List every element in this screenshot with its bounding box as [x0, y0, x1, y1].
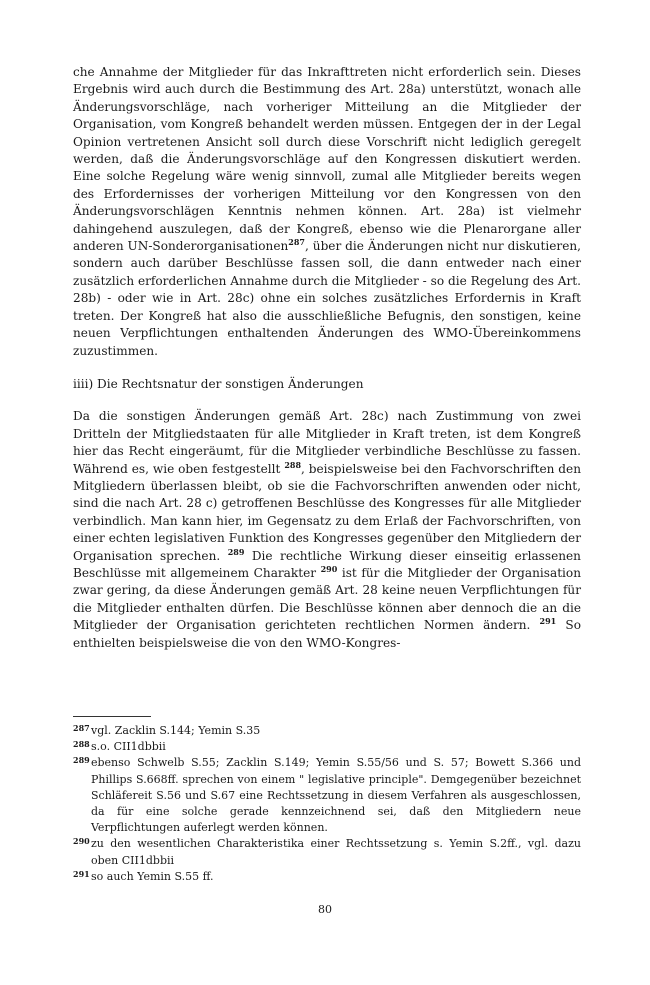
paragraph-1-text-a: che Annahme der Mitglieder für das Inkrafttreten nicht erforderlich sein. Dieses Ergebnis wird auch durch die Bestimmung des Art. 28a) unterstützt, wonach alle Änderungsvorschläge, nach vorheriger Mitteilung an die Mitglieder der Organisation, vom Kongreß behandelt werden müssen. Entgegen der in der Legal Opinion vertretenen Ansicht soll durch diese Vorschrift nicht lediglich geregelt werden, daß die Änderungsvorschläge auf den Kongressen diskutiert werden. Eine solche Regelung wäre wenig sinnvoll, zumal alle Mitglieder bereits wegen des Erfordernisses der vorherigen Mitteilung vor den Kongressen von den Änderungsvorschlägen Kenntnis nehmen können. Art. 28a) ist vielmehr dahingehend auszulegen, daß der Kongreß, ebenso wie die Plenarorgane aller anderen UN-Sonderorganisationen	[73, 65, 581, 254]
footnote-text: s.o. CII1dbbii	[91, 740, 166, 754]
footnote-287	[73, 723, 581, 739]
footnote-ref-288: 288	[284, 459, 302, 470]
footnote-288	[73, 739, 581, 755]
footnote-ref-287: 287	[288, 237, 305, 248]
paragraph-2-text-d: ist für die Mitglieder der Organisation zwar gering, da diese Änderungen gemäß Art. 28 keine neuen Verpflichtungen für die Mitglieder enthalten dürfen. Die Beschlüsse können aber dennoch die an die Mitglieder der Organisation gerichteten rechtlichen Normen ändern.	[73, 565, 581, 633]
paragraph-2	[73, 408, 581, 652]
footnote-289	[73, 755, 581, 836]
paragraph-1	[73, 64, 581, 360]
footnote-number: 289	[73, 755, 90, 766]
footnote-number: 290	[73, 836, 90, 847]
body-text	[73, 64, 581, 652]
footnote-ref-291: 291	[539, 616, 557, 627]
section-heading: iiii) Die Rechtsnatur der sonstigen Änderungen	[73, 376, 364, 391]
footnote-number: 291	[73, 868, 90, 879]
footnote-ref-289: 289	[227, 546, 245, 557]
page-number: 80	[318, 903, 332, 916]
footnote-290	[73, 836, 581, 868]
footnote-text: zu den wesentlichen Charakteristika einer Rechtssetzung s. Yemin S.2ff., vgl. dazu oben CII1dbbii	[91, 837, 581, 867]
footnote-number: 287	[73, 723, 90, 733]
footnote-text: so auch Yemin S.55 ff.	[91, 869, 214, 883]
footnote-number: 288	[73, 739, 90, 750]
footnote-text: vgl. Zacklin S.144; Yemin S.35	[91, 724, 261, 737]
footnote-divider	[73, 716, 151, 717]
paragraph-2-text-e: So enthielten beispielsweise die von den WMO-Kongres-	[73, 618, 581, 650]
footnote-ref-290: 290	[320, 563, 338, 574]
paragraph-2-text-a: Da die sonstigen Änderungen gemäß Art. 28c) nach Zustimmung von zwei Dritteln der Mitgliedstaaten für alle Mitglieder in Kraft treten, ist dem Kongreß hier das Recht eingeräumt, für die Mitglieder verbindliche Beschlüsse zu fassen. Während es, wie oben festgestellt	[73, 409, 581, 476]
footnotes	[73, 723, 581, 885]
paragraph-1-text-b: , über die Änderungen nicht nur diskutieren, sondern auch darüber Beschlüsse fassen soll, die dann entweder nach einer zusätzlich erforderlichen Annahme durch die Mitglieder - so die Regelung des Art. 28b) - oder wie in Art. 28c) ohne ein solches zusätzliches Erfordernis in Kraft treten. Der Kongreß hat also die ausschließliche Befugnis, den sonstigen, keine neuen Verpflichtungen enthaltenden Änderungen des WMO-Übereinkommens zuzustimmen.	[73, 239, 581, 358]
footnote-text: ebenso Schwelb S.55; Zacklin S.149; Yemin S.55/56 und S. 57; Bowett S.366 und Phillips S.668ff. sprechen von einem " legislative principle". Demgegenüber bezeichnet Schläfereit S.56 und S.67 eine Rechtssetzung in diesem Verfahren als ausgeschlossen, da für eine solche gerade kennzeichnend sei, daß den Mitgliedern neue Verpflichtungen auferlegt werden können.	[91, 756, 581, 835]
paragraph-2-text-b: , beispielsweise bei den Fachvorschriften den Mitgliedern überlassen bleibt, ob sie die Fachvorschriften anwenden oder nicht, sind die nach Art. 28 c) getroffenen Beschlüsse des Kongresses für alle Mitglieder verbindlich. Man kann hier, im Gegensatz zu dem Erlaß der Fachvorschriften, von einer echten legislativen Funktion des Kongresses gegenüber den Mitgliedern der Organisation sprechen.	[73, 461, 581, 563]
paragraph-2-text-c: Die rechtliche Wirkung dieser einseitig erlassenen Beschlüsse mit allgemeinem Charakter	[73, 548, 581, 580]
footnote-291	[73, 869, 581, 885]
